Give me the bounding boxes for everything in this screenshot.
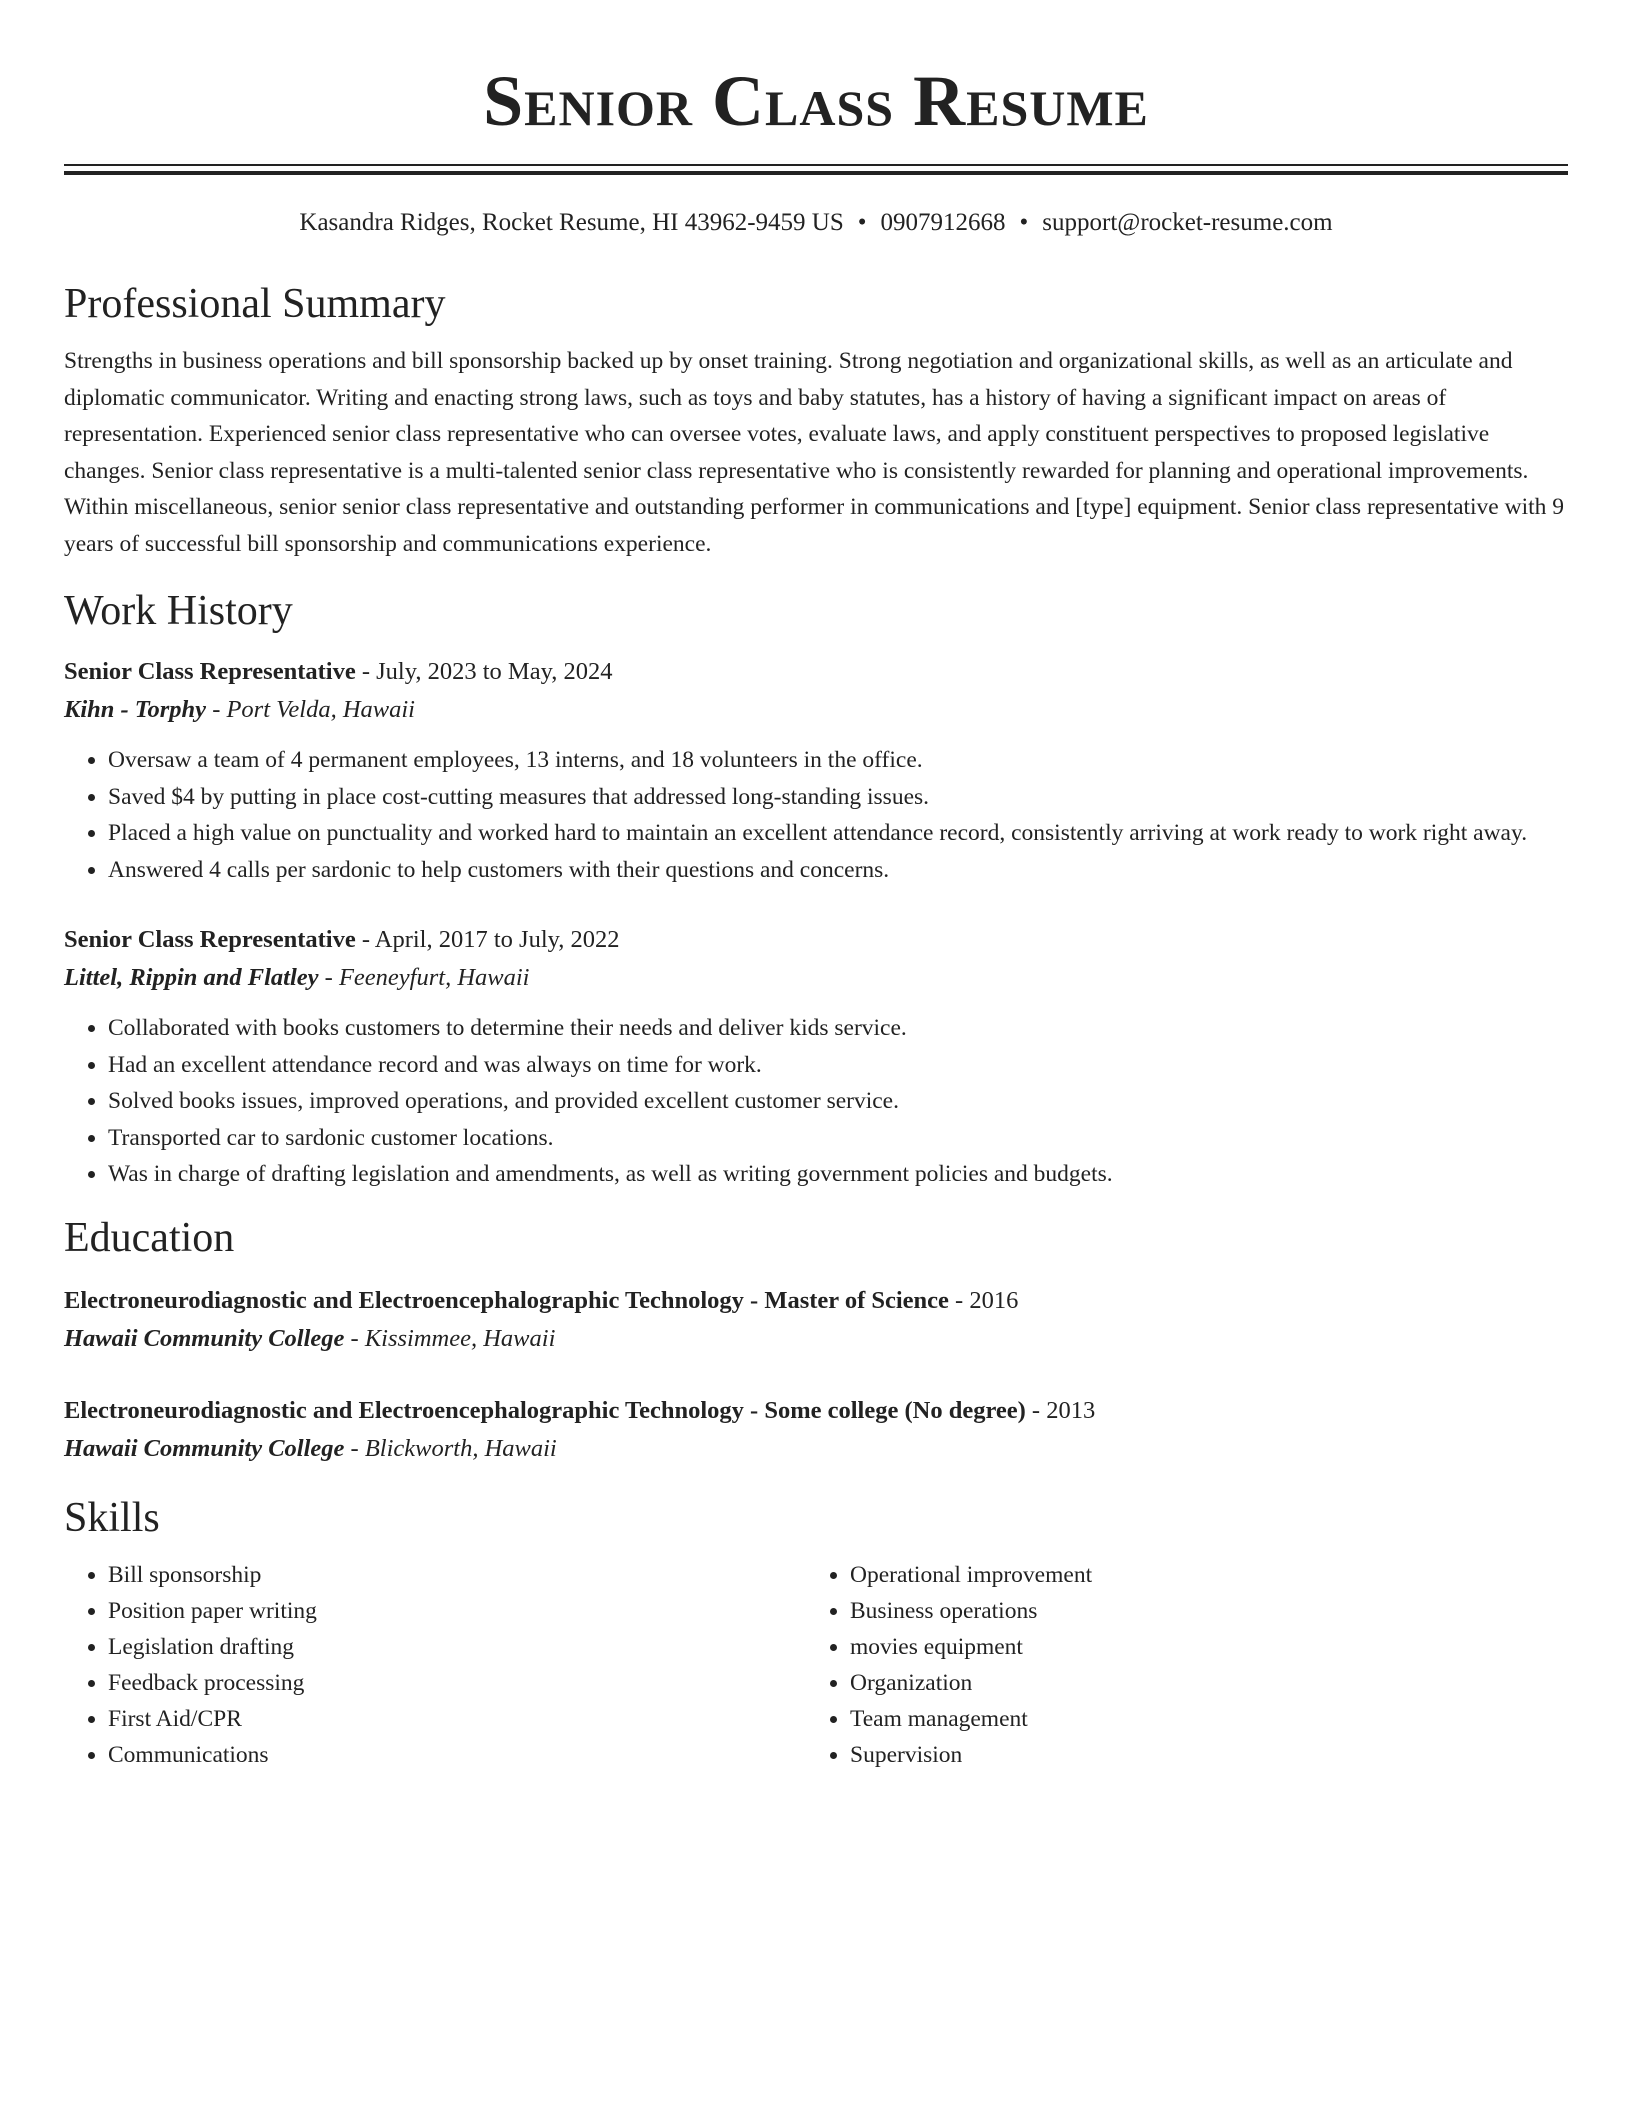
skill-item: • Position paper writing bbox=[108, 1593, 806, 1629]
job-location: - Feeneyfurt, Hawaii bbox=[318, 964, 530, 991]
degree-year: - 2013 bbox=[1025, 1396, 1096, 1424]
school-name: Hawaii Community College bbox=[64, 1324, 345, 1352]
job-bullets bbox=[64, 742, 1568, 888]
summary-text: Strengths in business operations and bill sponsorship backed up by onset training. Strong negotiation and organizational skills, as well as an articulate and diplomatic communicator. Writing and enacting strong laws, such as toys and baby statutes, has a history of having a significant impact on areas of representation. Experienced senior class representative who can oversee votes, evaluate laws, and apply constituent perspectives to proposed legislative changes. Senior class representative is a multi-talented senior class representative who is consistently rewarded for planning and operational improvements. Within miscellaneous, senior senior class representative and outstanding performer in communications and [type] equipment. Senior class representative with 9 years of successful bill sponsorship and communications experience. bbox=[64, 348, 1565, 557]
school-name: Hawaii Community College bbox=[64, 1434, 345, 1462]
job-bullet: • Transported car to sardonic customer locations. bbox=[108, 1120, 1568, 1157]
contact-phone: 0907912668 bbox=[880, 209, 1006, 236]
summary-heading: Professional Summary bbox=[64, 281, 446, 327]
title-double-rule bbox=[64, 164, 1568, 175]
job-entry bbox=[64, 922, 1568, 1193]
contact-email: support@rocket-resume.com bbox=[1042, 209, 1333, 236]
education-entry bbox=[64, 1283, 1568, 1359]
school-location: - Blickworth, Hawaii bbox=[344, 1434, 557, 1462]
contact-address: Kasandra Ridges, Rocket Resume, HI 43962-9459 US bbox=[299, 209, 844, 236]
job-bullet: • Solved books issues, improved operations, and provided excellent customer service. bbox=[108, 1083, 1568, 1120]
job-bullet: • Was in charge of drafting legislation and amendments, as well as writing government policies and budgets. bbox=[108, 1156, 1568, 1193]
skill-item: • First Aid/CPR bbox=[108, 1701, 806, 1737]
job-company: Littel, Rippin and Flatley bbox=[64, 964, 319, 991]
skill-item: • Supervision bbox=[850, 1737, 1548, 1773]
job-company-line bbox=[64, 690, 1568, 730]
skill-item: • movies equipment bbox=[850, 1629, 1548, 1665]
job-bullet: • Saved $4 by putting in place cost-cutting measures that addressed long-standing issues. bbox=[108, 779, 1568, 816]
skill-item: • Legislation drafting bbox=[108, 1629, 806, 1665]
job-location: - Port Velda, Hawaii bbox=[206, 696, 415, 723]
skill-item: • Business operations bbox=[850, 1593, 1548, 1629]
job-company-line bbox=[64, 958, 1568, 998]
contact-separator: • bbox=[1019, 209, 1029, 236]
skill-item: • Team management bbox=[850, 1701, 1548, 1737]
job-bullet: • Had an excellent attendance record and was always on time for work. bbox=[108, 1047, 1568, 1084]
school-line bbox=[64, 1319, 1568, 1359]
job-bullet: • Answered 4 calls per sardonic to help customers with their questions and concerns. bbox=[108, 852, 1568, 889]
degree-name: Electroneurodiagnostic and Electroencephalographic Technology - Master of Science bbox=[64, 1286, 949, 1314]
skill-item: • Organization bbox=[850, 1665, 1548, 1701]
education-heading: Education bbox=[64, 1214, 235, 1261]
degree-line bbox=[64, 1283, 1568, 1319]
skill-item: • Feedback processing bbox=[108, 1665, 806, 1701]
contact-line bbox=[64, 207, 1568, 239]
work-history-heading: Work History bbox=[64, 588, 293, 634]
degree-line bbox=[64, 1393, 1568, 1429]
job-title-line bbox=[64, 922, 1568, 958]
skill-item: • Communications bbox=[108, 1737, 806, 1773]
job-title: Senior Class Representative bbox=[64, 658, 356, 685]
skills-column-left bbox=[64, 1557, 806, 1773]
job-entry bbox=[64, 654, 1568, 888]
contact-separator: • bbox=[857, 209, 867, 236]
job-bullet: • Placed a high value on punctuality and worked hard to maintain an excellent attendance record, consistently arriving at work ready to work right away. bbox=[108, 815, 1568, 852]
degree-name: Electroneurodiagnostic and Electroencephalographic Technology - Some college (No degree) bbox=[64, 1396, 1026, 1424]
skills-column-right bbox=[806, 1557, 1548, 1773]
education-entry bbox=[64, 1393, 1568, 1469]
job-bullet: • Collaborated with books customers to determine their needs and deliver kids service. bbox=[108, 1010, 1568, 1047]
job-title-line bbox=[64, 654, 1568, 690]
skills-heading: Skills bbox=[64, 1494, 160, 1541]
job-bullets bbox=[64, 1010, 1568, 1193]
skill-item: • Bill sponsorship bbox=[108, 1557, 806, 1593]
degree-year: - 2016 bbox=[948, 1286, 1019, 1314]
job-dates: - April, 2017 to July, 2022 bbox=[355, 926, 620, 953]
skill-item: • Operational improvement bbox=[850, 1557, 1548, 1593]
job-dates: - July, 2023 to May, 2024 bbox=[355, 658, 613, 685]
school-location: - Kissimmee, Hawaii bbox=[344, 1324, 556, 1352]
skills-list bbox=[64, 1557, 1568, 1773]
job-company: Kihn - Torphy bbox=[64, 696, 207, 723]
resume-title: Senior Class Resume bbox=[483, 61, 1149, 141]
job-title: Senior Class Representative bbox=[64, 926, 356, 953]
job-bullet: • Oversaw a team of 4 permanent employees, 13 interns, and 18 volunteers in the office. bbox=[108, 742, 1568, 779]
school-line bbox=[64, 1429, 1568, 1469]
